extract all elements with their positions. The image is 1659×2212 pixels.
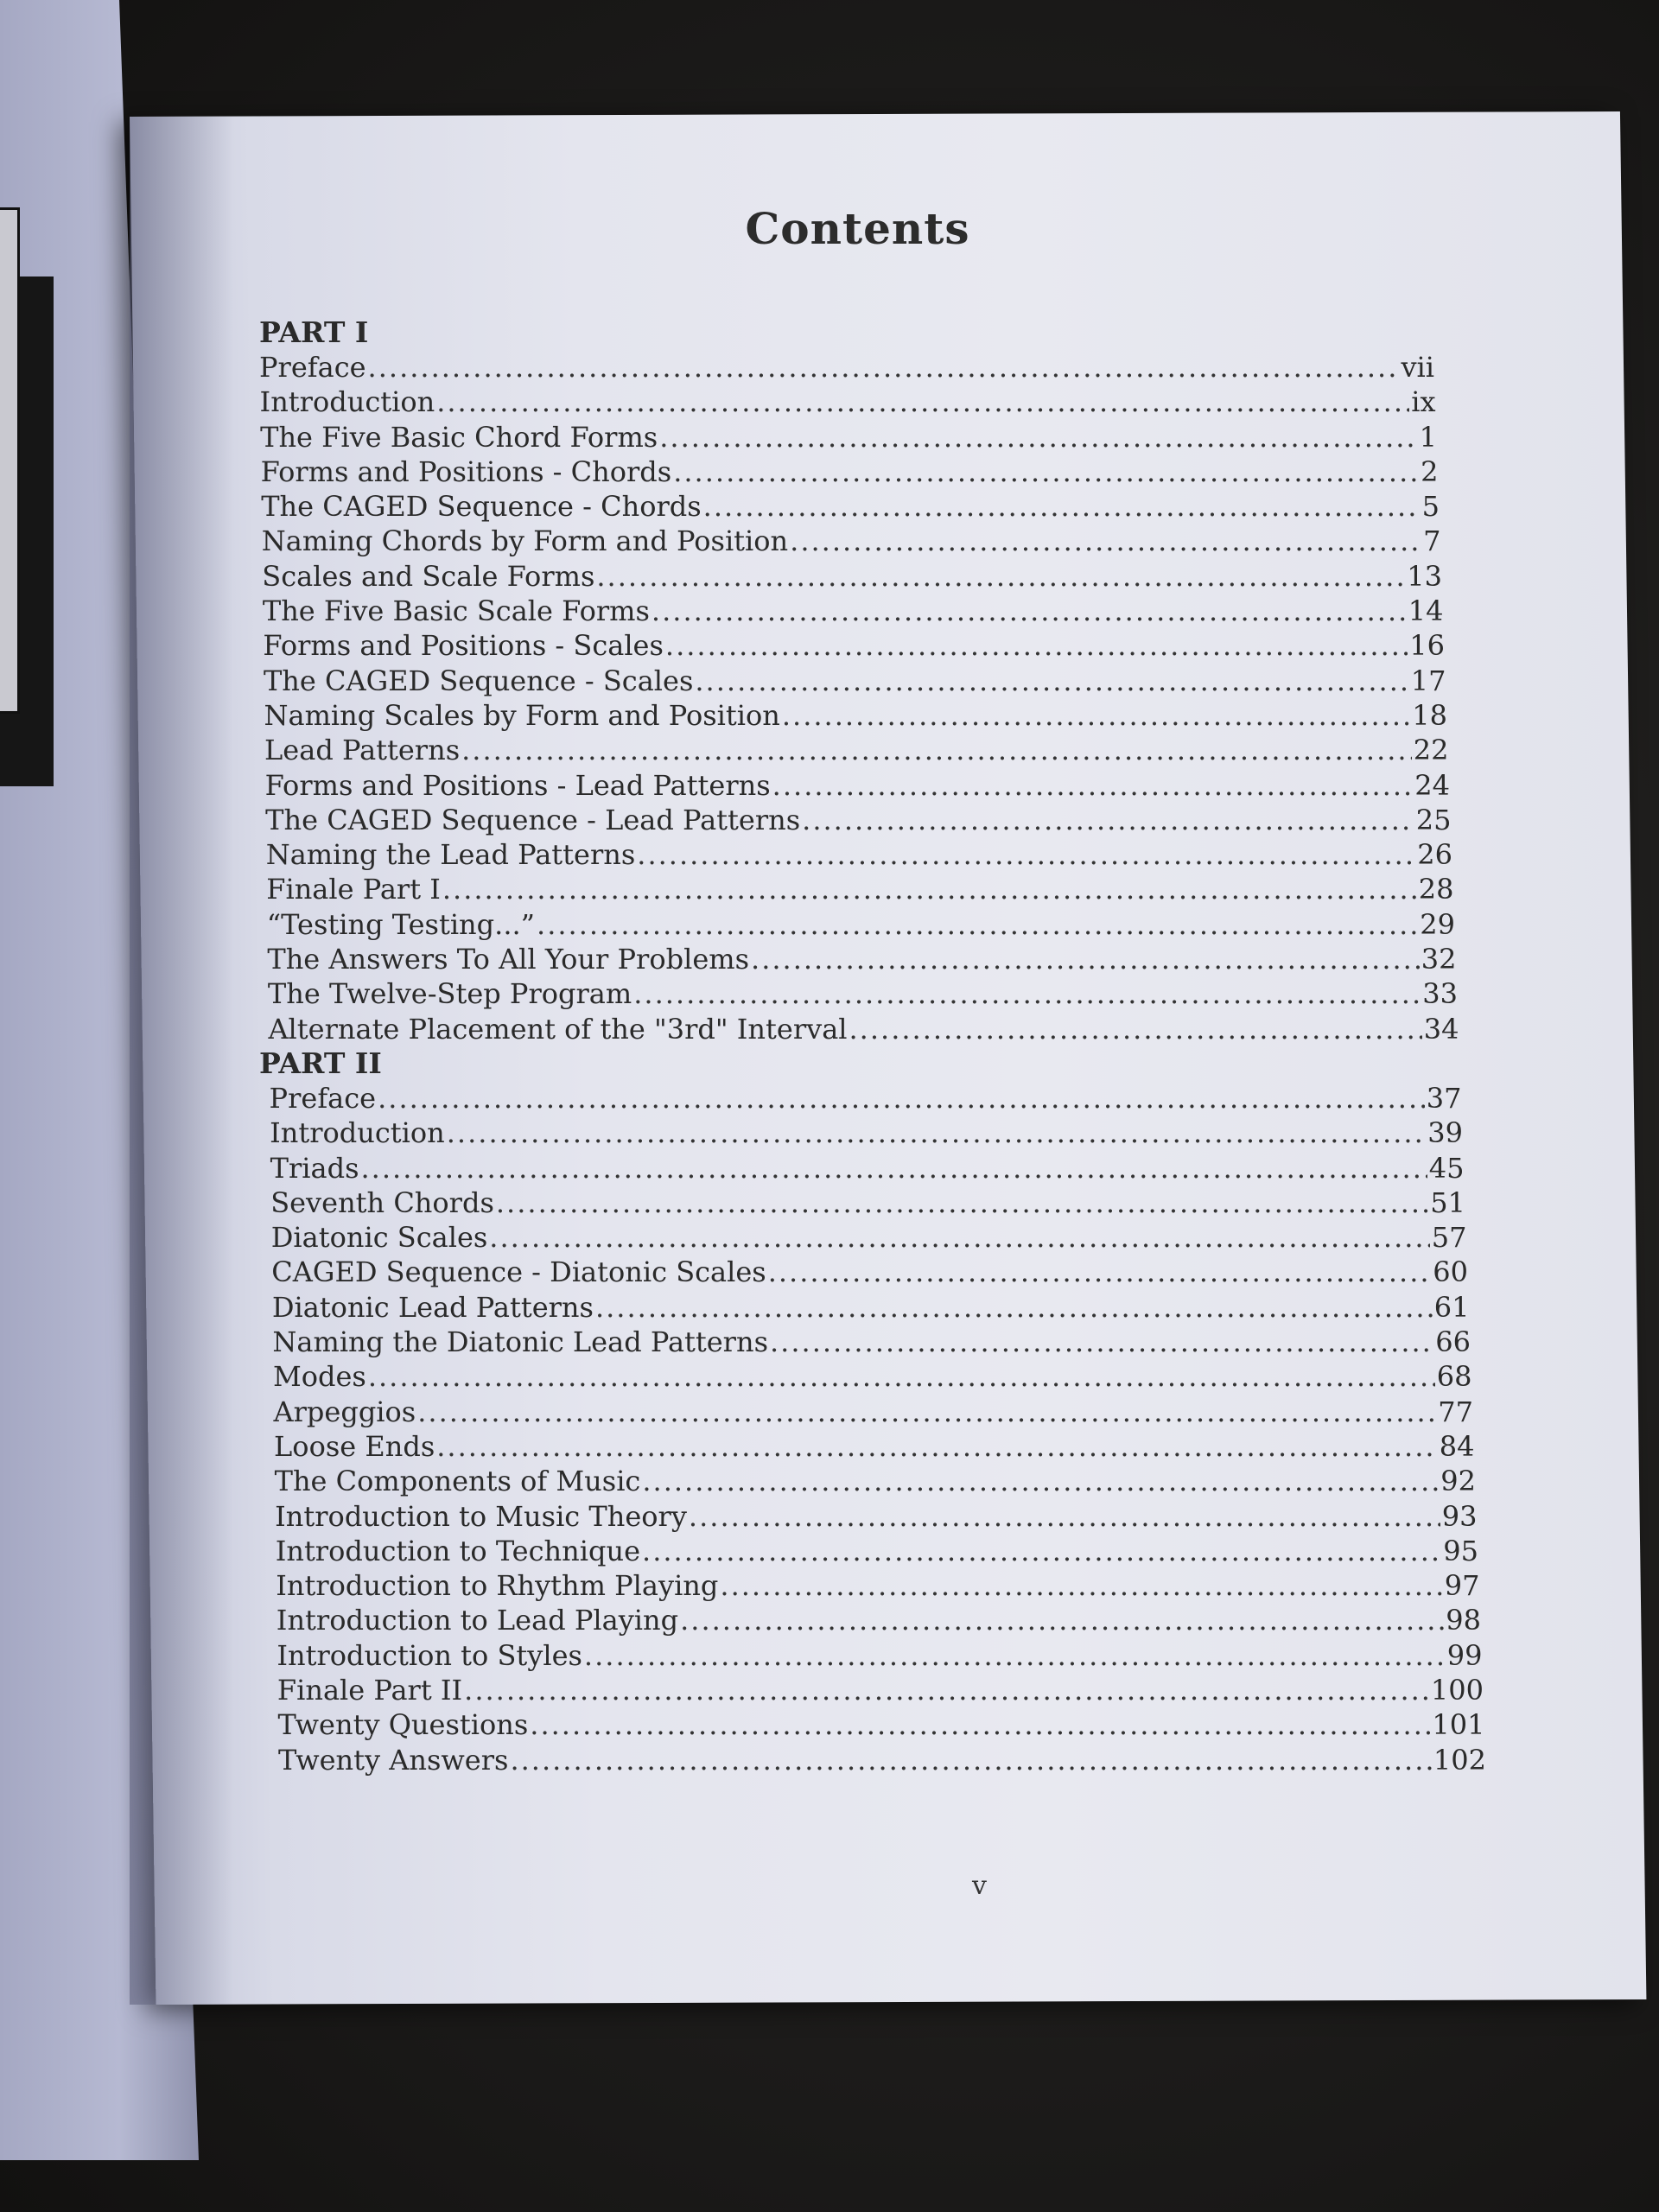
toc-entry	[259, 1290, 1486, 1325]
toc-entry	[259, 385, 1486, 419]
toc-entry-page: 60	[1433, 1255, 1468, 1289]
toc-entry-page: 24	[1414, 768, 1450, 802]
toc-entry-page: 77	[1438, 1395, 1473, 1428]
table-of-contents	[259, 315, 1486, 1777]
toc-entry-page: 17	[1410, 664, 1446, 697]
toc-entry-page: 26	[1417, 838, 1452, 872]
dot-leader	[537, 907, 1418, 942]
toc-entry-title: The CAGED Sequence - Scales	[263, 664, 694, 697]
toc-entry-page: 2	[1421, 454, 1439, 488]
toc-entry-page: 100	[1430, 1673, 1484, 1707]
toc-entry-title: Triads	[270, 1151, 359, 1185]
dot-leader	[751, 942, 1420, 976]
toc-entry	[259, 1534, 1486, 1568]
toc-entry	[259, 559, 1486, 594]
dot-leader	[770, 1325, 1433, 1359]
dot-leader	[802, 803, 1414, 837]
toc-entry	[259, 803, 1486, 837]
dot-leader	[584, 1638, 1446, 1673]
toc-entry	[259, 1707, 1486, 1742]
toc-entry-title: Arpeggios	[273, 1395, 416, 1428]
toc-entry-title: Introduction to Technique	[275, 1534, 641, 1567]
toc-entry-page: 102	[1433, 1743, 1486, 1777]
toc-entry-page: vii	[1401, 351, 1434, 384]
toc-entry-page: 1	[1419, 420, 1437, 454]
toc-entry	[259, 1673, 1486, 1707]
toc-entry-title: Diatonic Lead Patterns	[271, 1290, 594, 1324]
toc-entry-page: 16	[1409, 629, 1445, 663]
toc-entry-page: 51	[1430, 1185, 1465, 1219]
toc-entry-title: CAGED Sequence - Diatonic Scales	[271, 1255, 766, 1289]
toc-entry-title: Finale Part I	[266, 873, 441, 906]
facing-page-photo-frame	[0, 207, 20, 714]
toc-entry	[259, 454, 1486, 489]
toc-entry-page: 97	[1444, 1569, 1480, 1603]
toc-entry-page: 29	[1420, 907, 1455, 941]
toc-entry-title: Naming the Lead Patterns	[265, 838, 636, 872]
toc-entry	[259, 1185, 1486, 1220]
toc-entry	[259, 628, 1486, 663]
dot-leader	[633, 976, 1421, 1011]
toc-entry-page: 92	[1440, 1465, 1476, 1498]
dot-leader	[447, 1116, 1427, 1150]
toc-entry-page: 39	[1427, 1116, 1463, 1150]
toc-entry	[259, 1325, 1486, 1359]
toc-entry-page: 7	[1423, 524, 1441, 558]
toc-entry-page: 93	[1441, 1499, 1478, 1533]
toc-entry	[259, 1743, 1486, 1777]
toc-entry-title: Naming Chords by Form and Position	[261, 524, 789, 558]
toc-entry-page: 14	[1408, 594, 1444, 628]
dot-leader	[790, 524, 1421, 558]
toc-entry-title: Seventh Chords	[270, 1185, 494, 1219]
toc-entry-page: 37	[1426, 1081, 1462, 1115]
toc-entry-page: 99	[1446, 1638, 1483, 1672]
page-title: Contents	[745, 203, 970, 254]
toc-entry-page: 66	[1435, 1325, 1471, 1359]
dot-leader	[637, 837, 1415, 872]
toc-entry-title: Scales and Scale Forms	[262, 559, 595, 593]
dot-leader	[596, 559, 1405, 594]
dot-leader	[782, 698, 1410, 733]
toc-entry	[259, 1255, 1486, 1289]
dot-leader	[642, 1464, 1439, 1498]
dot-leader	[496, 1185, 1428, 1220]
dot-leader	[703, 489, 1421, 524]
toc-entry-title: Preface	[269, 1081, 377, 1115]
toc-entry	[259, 1429, 1486, 1464]
toc-entry-title: Introduction to Lead Playing	[276, 1604, 679, 1637]
toc-entry	[259, 837, 1486, 872]
toc-entry	[259, 1568, 1486, 1603]
dot-leader	[510, 1743, 1431, 1777]
toc-entry-title: The Five Basic Scale Forms	[262, 594, 650, 628]
toc-entry-page: 61	[1433, 1290, 1470, 1324]
toc-entry	[259, 768, 1486, 803]
toc-entry	[259, 698, 1486, 733]
dot-leader	[695, 664, 1408, 698]
toc-entry-title: The Components of Music	[274, 1465, 641, 1498]
toc-entry-page: 22	[1413, 734, 1449, 767]
toc-entry-title: Naming Scales by Form and Position	[264, 698, 780, 732]
toc-entry	[259, 489, 1486, 524]
toc-entry	[259, 1220, 1486, 1255]
dot-leader	[378, 1081, 1425, 1116]
dot-leader	[368, 1359, 1435, 1394]
toc-entry-title: Preface	[259, 351, 366, 384]
dot-leader	[642, 1534, 1441, 1568]
dot-leader	[768, 1255, 1432, 1289]
toc-entry-title: Twenty Answers	[278, 1743, 509, 1777]
dot-leader	[530, 1707, 1430, 1742]
toc-entry-title: The Five Basic Chord Forms	[260, 420, 658, 454]
toc-entry-page: 33	[1422, 977, 1458, 1011]
dot-leader	[659, 420, 1417, 454]
part-heading: PART II	[259, 1046, 382, 1080]
toc-entry	[259, 420, 1486, 454]
toc-entry-page: ix	[1411, 385, 1436, 419]
toc-entry	[259, 1012, 1486, 1046]
toc-entry-page: 5	[1421, 490, 1440, 524]
dot-leader	[652, 594, 1407, 628]
toc-entry	[259, 1603, 1486, 1637]
toc-list	[259, 315, 1486, 1777]
toc-entry-title: The CAGED Sequence - Chords	[261, 490, 702, 524]
toc-entry-title: Twenty Questions	[277, 1708, 529, 1742]
toc-entry-page: 45	[1428, 1151, 1465, 1185]
dot-leader	[665, 628, 1408, 663]
toc-entry	[259, 1464, 1486, 1498]
toc-entry-page: 34	[1423, 1012, 1459, 1046]
part-heading: PART I	[259, 315, 369, 349]
toc-entry-page: 57	[1431, 1221, 1467, 1255]
toc-entry	[259, 733, 1486, 767]
toc-entry-page: 28	[1418, 873, 1454, 906]
toc-entry-page: 84	[1439, 1429, 1475, 1463]
toc-entry-title: The Answers To All Your Problems	[267, 943, 750, 976]
toc-entry	[259, 664, 1486, 698]
dot-leader	[442, 872, 1417, 906]
toc-entry	[259, 350, 1486, 385]
toc-entry	[259, 942, 1486, 976]
toc-entry	[259, 976, 1486, 1011]
dot-leader	[673, 454, 1419, 489]
toc-entry-title: Forms and Positions - Chords	[260, 454, 672, 488]
toc-entry	[259, 1499, 1486, 1534]
toc-entry-title: Lead Patterns	[264, 734, 461, 767]
toc-entry-title: Introduction to Styles	[276, 1638, 582, 1672]
toc-entry	[259, 1116, 1486, 1150]
toc-entry-page: 25	[1415, 803, 1452, 836]
toc-entry-page: 68	[1436, 1360, 1472, 1394]
toc-entry-page: 18	[1412, 698, 1447, 732]
toc-entry-title: Finale Part II	[276, 1673, 463, 1707]
dot-leader	[464, 1673, 1429, 1707]
toc-entry	[259, 524, 1486, 558]
dot-leader	[436, 1429, 1438, 1464]
toc-entry-page: 101	[1432, 1708, 1485, 1742]
toc-entry-title: “Testing Testing...”	[266, 907, 536, 941]
toc-entry	[259, 1151, 1486, 1185]
toc-entry-title: The CAGED Sequence - Lead Patterns	[265, 803, 801, 836]
dot-leader	[417, 1395, 1436, 1429]
toc-entry	[259, 1081, 1486, 1116]
dot-leader	[489, 1220, 1429, 1255]
toc-entry-title: Modes	[272, 1360, 366, 1394]
dot-leader	[849, 1012, 1422, 1046]
toc-entry-title: Loose Ends	[274, 1429, 435, 1463]
toc-entry-title: Diatonic Scales	[270, 1221, 488, 1255]
toc-entry-title: Naming the Diatonic Lead Patterns	[272, 1325, 768, 1359]
toc-entry-title: Forms and Positions - Lead Patterns	[264, 768, 771, 802]
toc-entry	[259, 907, 1486, 942]
toc-entry-title: Alternate Placement of the "3rd" Interval	[268, 1012, 848, 1046]
toc-entry	[259, 872, 1486, 906]
toc-entry-title: Introduction	[270, 1116, 445, 1150]
toc-entry-title: Introduction	[259, 385, 435, 419]
toc-entry-title: Introduction to Rhythm Playing	[276, 1569, 719, 1603]
dot-leader	[680, 1603, 1444, 1637]
toc-entry-page: 32	[1421, 943, 1457, 976]
toc-entry	[259, 1638, 1486, 1673]
toc-entry-page: 13	[1407, 559, 1442, 593]
dot-leader	[361, 1151, 1427, 1185]
toc-entry	[259, 1395, 1486, 1429]
toc-entry-title: Forms and Positions - Scales	[263, 629, 664, 663]
toc-entry-page: 95	[1443, 1534, 1478, 1567]
toc-entry-title: The Twelve-Step Program	[267, 977, 632, 1011]
page-number: v	[972, 1871, 987, 1901]
dot-leader	[720, 1568, 1442, 1603]
dot-leader	[772, 768, 1414, 803]
dot-leader	[595, 1290, 1433, 1325]
dot-leader	[368, 350, 1400, 385]
dot-leader	[436, 385, 1409, 419]
toc-entry-page: 98	[1446, 1604, 1481, 1637]
toc-entry-title: Introduction to Music Theory	[275, 1499, 687, 1533]
toc-entry	[259, 594, 1486, 628]
dot-leader	[689, 1499, 1440, 1534]
dot-leader	[461, 733, 1412, 767]
toc-entry	[259, 1359, 1486, 1394]
